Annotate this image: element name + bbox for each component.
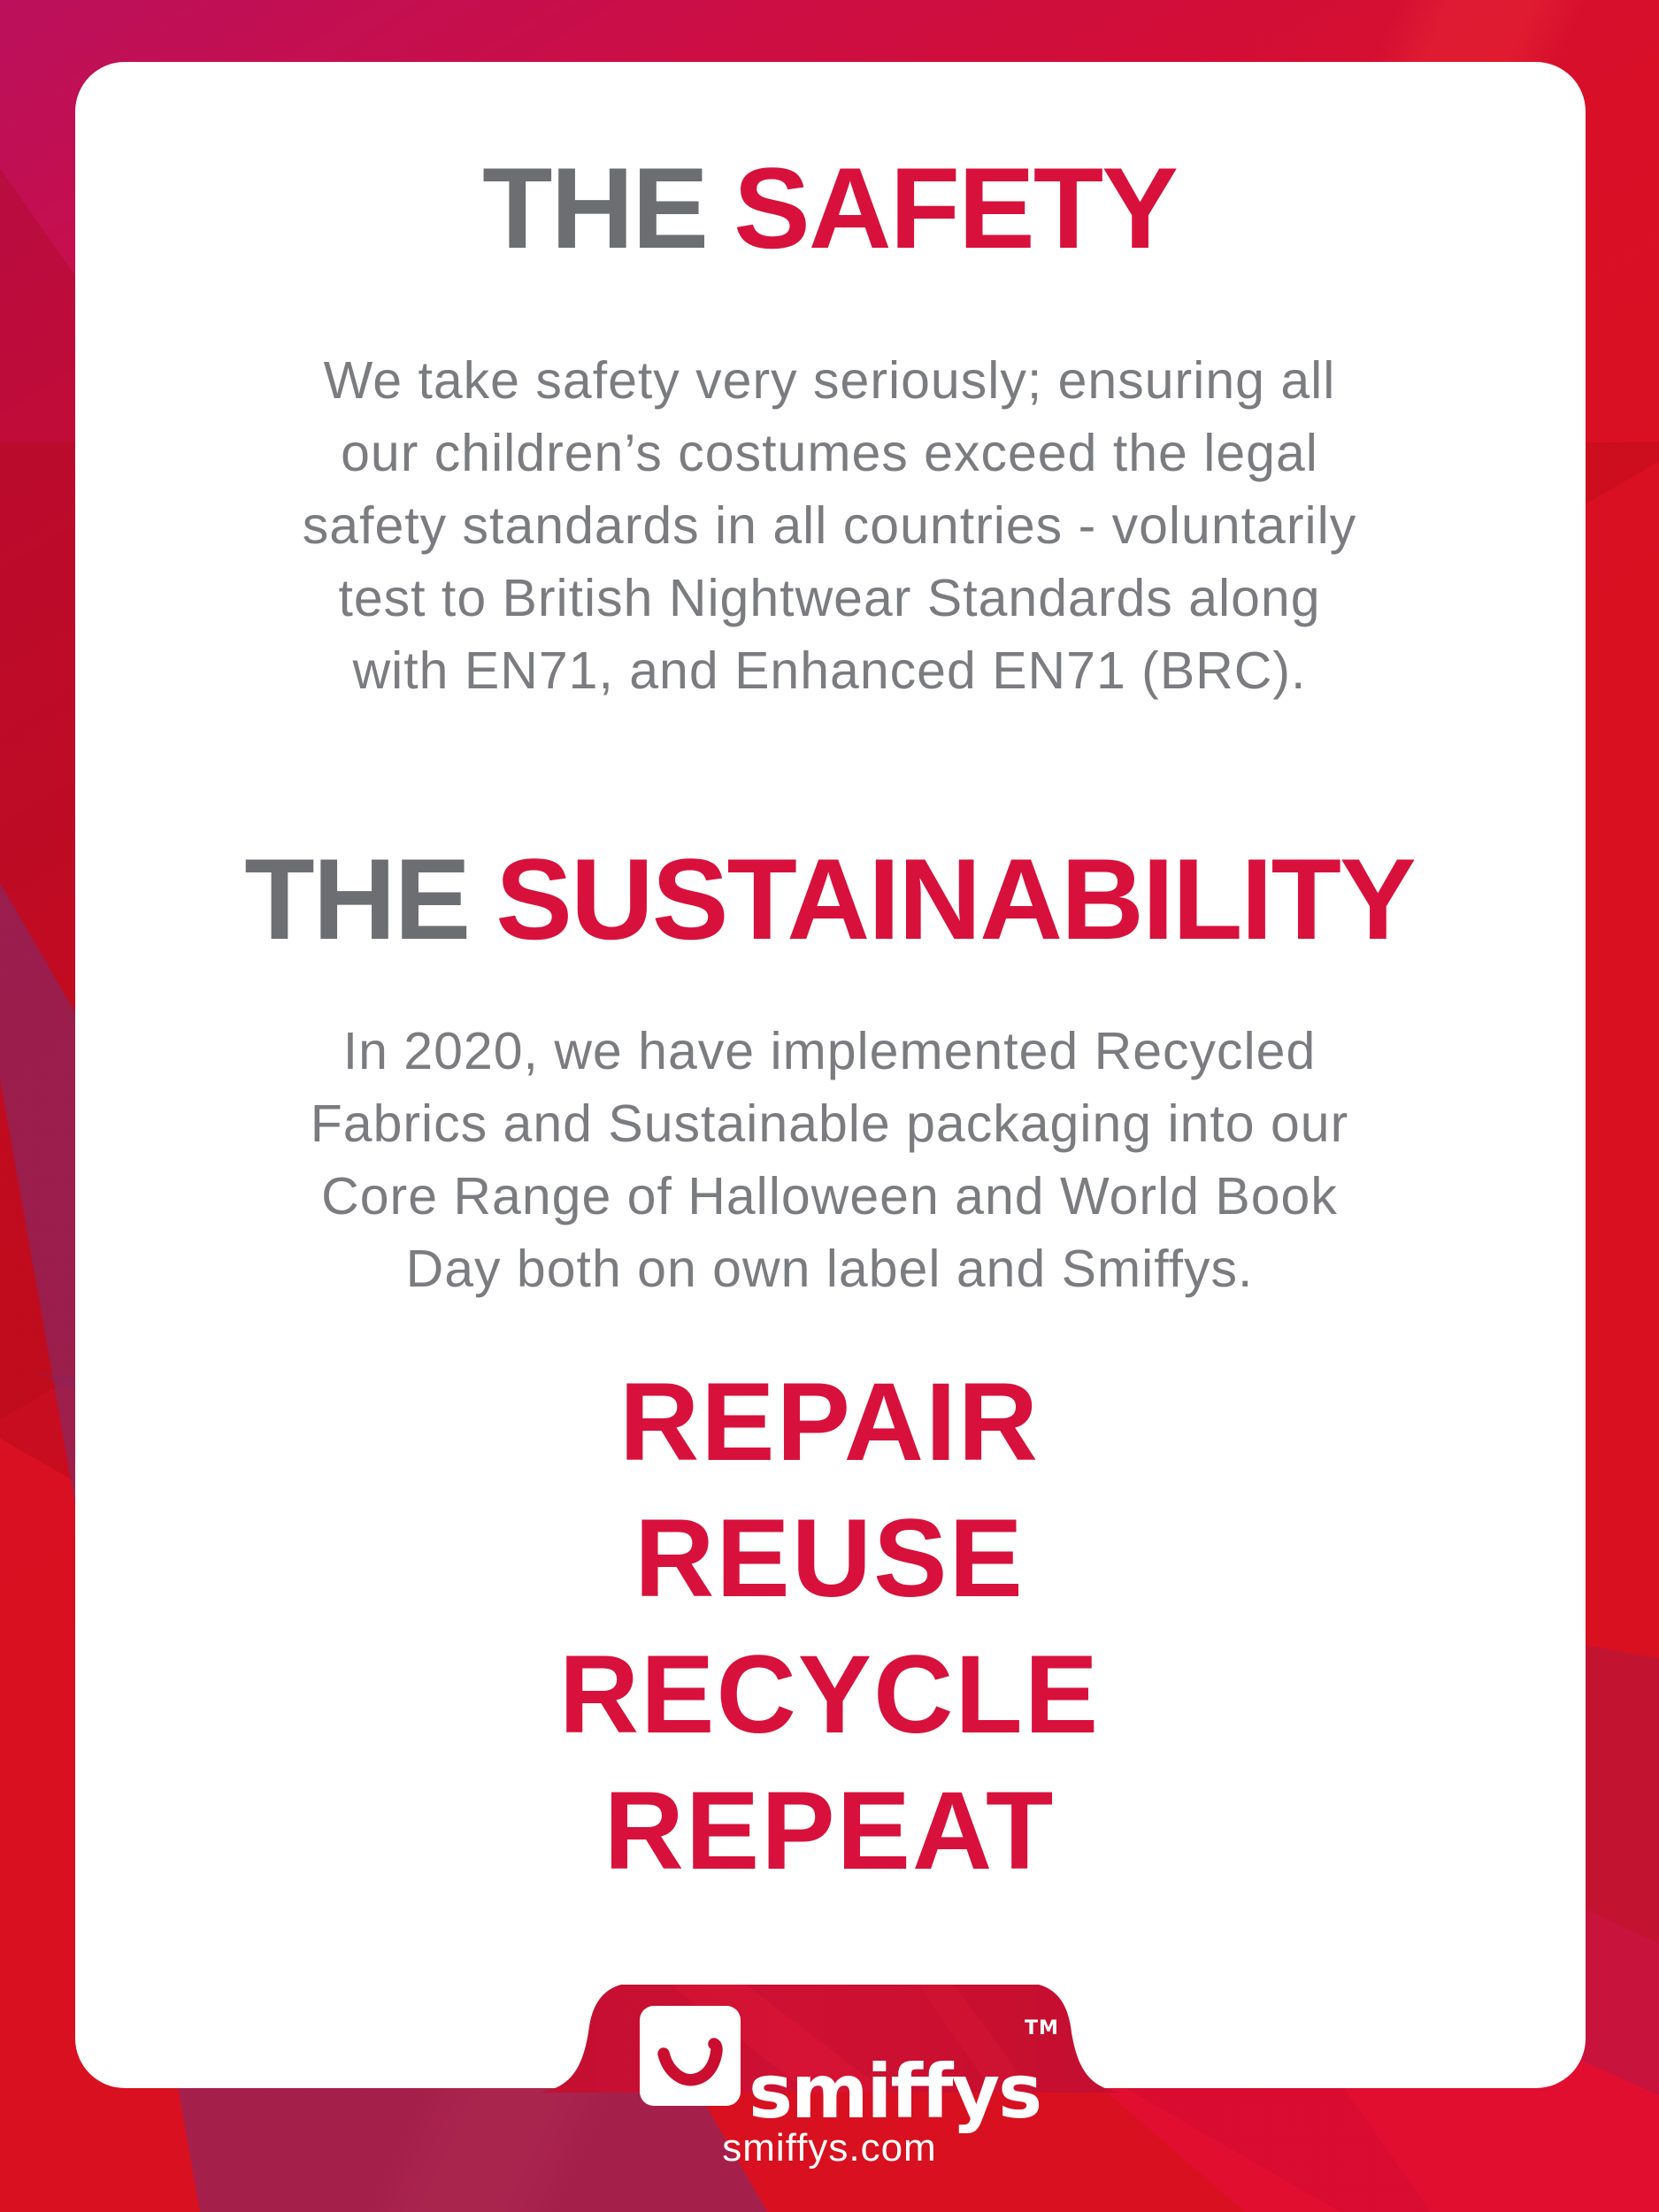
safety-line-2: our children’s costumes exceed the legal [341,424,1318,482]
slogan-repeat: REPEAT [603,1770,1056,1893]
heading-sustainability-prefix: THE [244,834,470,964]
safety-paragraph [124,344,1535,707]
heading-safety-accent: SAFETY [733,143,1177,273]
trademark-symbol: TM [1025,2017,1059,2039]
sustainability-line-2: Fabrics and Sustainable packaging into our [310,1094,1349,1153]
heading-sustainability-accent: SUSTAINABILITY [495,834,1415,964]
safety-line-5: with EN71, and Enhanced EN71 (BRC). [352,641,1307,700]
heading-sustainability [0,834,1659,964]
sustainability-line-3: Core Range of Halloween and World Book [321,1167,1338,1225]
sustainability-line-1: In 2020, we have implemented Recycled [342,1022,1317,1080]
heading-safety-prefix: THE [482,143,708,273]
safety-line-1: We take safety very seriously; ensuring all [323,351,1336,410]
slogan-reuse: REUSE [634,1497,1025,1620]
smile-icon [640,2006,741,2106]
smiffys-logo-mark [640,2006,741,2106]
sustainability-paragraph [124,1015,1535,1305]
slogan-recycle: RECYCLE [558,1633,1101,1756]
slogan-block [0,1355,1659,1900]
safety-line-3: safety standards in all countries - voluntarily [302,496,1357,555]
smiffys-wordmark: smiffys [749,2048,1041,2135]
slogan-repair: REPAIR [618,1361,1040,1484]
safety-line-4: test to British Nightwear Standards along [338,569,1321,627]
sustainability-line-4: Day both on own label and Smiffys. [405,1240,1254,1298]
website-url: smiffys.com [722,2126,937,2170]
heading-safety [0,143,1659,273]
